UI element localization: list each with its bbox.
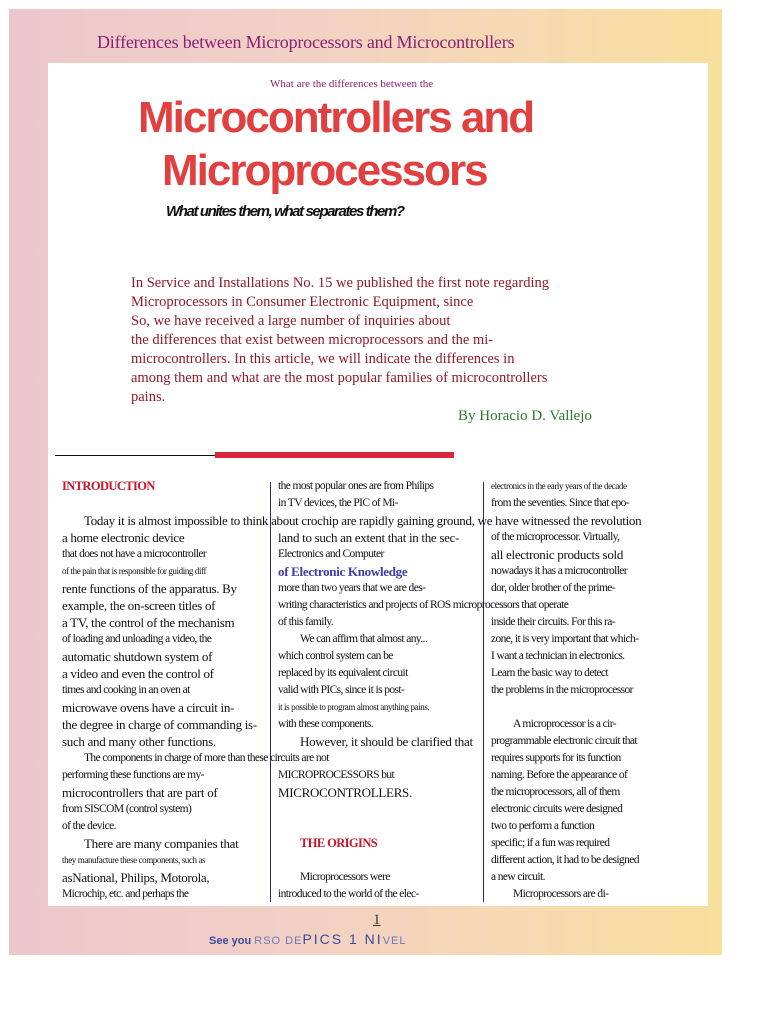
divider-rule xyxy=(55,455,215,456)
column-line xyxy=(491,597,639,614)
column-line: of the pain that is responsible for guiding diff xyxy=(62,566,207,576)
column-line: automatic shutdown system of xyxy=(62,649,213,664)
column-line: with these components. xyxy=(278,718,374,730)
column-line: rente functions of the apparatus. By xyxy=(62,581,237,596)
accent-rule xyxy=(215,452,454,458)
column-line: the microprocessors, all of them xyxy=(491,786,620,798)
column-line: Today it is almost impossible to think about crochip are rapidly gaining ground, we have witnessed the revolution xyxy=(84,513,642,528)
column-line: a video and even the control of xyxy=(62,666,214,681)
column-line: requires supports for its function xyxy=(491,752,621,764)
column-line: two to perform a function xyxy=(491,820,595,832)
footer-text xyxy=(209,931,406,947)
intro-line: Microprocessors in Consumer Electronic Equipment, since xyxy=(131,294,474,310)
intro-line: In Service and Installations No. 15 we published the first note regarding xyxy=(131,275,549,291)
column-line: The components in charge of more than these circuits are not xyxy=(84,752,329,764)
column-line: dor, older brother of the prime- xyxy=(491,582,616,594)
column-line xyxy=(491,699,639,716)
column-line: Electronics and Computer xyxy=(278,548,384,560)
article-subtitle: What unites them, what separates them? xyxy=(166,203,404,220)
column-line: in TV devices, the PIC of Mi- xyxy=(278,497,398,509)
column-line: the degree in charge of commanding is- xyxy=(62,717,257,732)
column-line: from SISCOM (control system) xyxy=(62,803,192,815)
header-title: Differences between Microprocessors and Microcontrollers xyxy=(97,32,515,52)
column-line: such and many other functions. xyxy=(62,734,216,749)
column-line: asNational, Philips, Motorola, xyxy=(62,870,210,885)
column-line: MICROPROCESSORS but xyxy=(278,769,395,781)
column-line: naming. Before the appearance of xyxy=(491,769,628,781)
footer-part: VEL xyxy=(382,935,407,947)
column-line: a TV, the control of the mechanism xyxy=(62,615,235,630)
column-line: of Electronic Knowledge xyxy=(278,564,408,579)
column-line: microwave ovens have a circuit in- xyxy=(62,700,235,715)
byline: By Horacio D. Vallejo xyxy=(458,408,592,424)
article-kicker: What are the differences between the xyxy=(270,78,434,90)
column-line: Microprocessors are di- xyxy=(513,888,609,900)
column-line: I want a technician in electronics. xyxy=(491,650,625,662)
column-line: introduced to the world of the elec- xyxy=(278,888,419,900)
intro-line: pains. xyxy=(131,389,166,405)
footer-part: See you xyxy=(209,935,252,947)
footer-part: PICS 1 NI xyxy=(302,931,383,947)
column-line: There are many companies that xyxy=(84,836,239,851)
column-line: of the microprocessor. Virtually, xyxy=(491,531,620,543)
column-line: zone, it is very important that which- xyxy=(491,633,639,645)
column-line: the most popular ones are from Philips xyxy=(278,480,434,492)
column-line: of loading and unloading a video, the xyxy=(62,633,212,645)
intro-line: among them and what are the most popular families of microcontrollers xyxy=(131,370,548,386)
column-line xyxy=(491,512,639,529)
column-line: from the seventies. Since that epo- xyxy=(491,497,630,509)
page-number: 1 xyxy=(373,912,381,928)
column-line: A microprocessor is a cir- xyxy=(513,718,616,730)
column-line: a new circuit. xyxy=(491,871,545,883)
column-line: valid with PICs, since it is post- xyxy=(278,684,405,696)
section-heading: THE ORIGINS xyxy=(300,836,378,850)
column-line: replaced by its equivalent circuit xyxy=(278,667,408,679)
column-line: a home electronic device xyxy=(62,530,185,545)
column-line: performing these functions are my- xyxy=(62,769,204,781)
column-line: Learn the basic way to detect xyxy=(491,667,609,679)
column-line: that does not have a microcontroller xyxy=(62,548,207,560)
column-line: land to such an extent that in the sec- xyxy=(278,530,460,545)
column-line: more than two years that we are des- xyxy=(278,582,426,594)
intro-line: microcontrollers. In this article, we will indicate the differences in xyxy=(131,351,515,367)
column-line: microcontrollers that are part of xyxy=(62,785,218,800)
column-line: programmable electronic circuit that xyxy=(491,735,638,747)
intro-paragraph xyxy=(131,274,631,407)
column-line: they manufacture these components, such as xyxy=(62,855,206,865)
column-line: of the device. xyxy=(62,820,116,832)
column-line: electronics in the early years of the decade xyxy=(491,481,627,491)
column-line: specific; if a fun was required xyxy=(491,837,610,849)
column-line: writing characteristics and projects of ROS microprocessors that operate xyxy=(278,599,569,611)
column-line: However, it should be clarified that xyxy=(300,734,473,749)
column-3 xyxy=(491,478,639,903)
column-line: MICROCONTROLLERS. xyxy=(278,785,412,800)
section-heading: INTRODUCTION xyxy=(62,479,155,493)
column-line: Microprocessors were xyxy=(300,871,390,883)
column-line: nowadays it has a microcontroller xyxy=(491,565,628,577)
column-line: the problems in the microprocessor xyxy=(491,684,633,696)
column-line: all electronic products sold xyxy=(491,547,624,562)
column-line: We can affirm that almost any... xyxy=(300,633,428,645)
footer-part: RSO DE xyxy=(254,935,303,947)
column-line: inside their circuits. For this ra- xyxy=(491,616,615,628)
column-line: Microchip, etc. and perhaps the xyxy=(62,888,189,900)
intro-line: the differences that exist between microprocessors and the mi- xyxy=(131,332,494,348)
column-line: of this family. xyxy=(278,616,334,628)
column-line: different action, it had to be designed xyxy=(491,854,639,866)
column-line: it is possible to program almost anything pains. xyxy=(278,702,430,712)
article-title-line1: Microcontrollers and xyxy=(138,93,534,142)
intro-line: So, we have received a large number of inquiries about xyxy=(131,313,451,329)
column-line: times and cooking in an oven at xyxy=(62,684,190,696)
column-line: electronic circuits were designed xyxy=(491,803,623,815)
column-line: which control system can be xyxy=(278,650,393,662)
article-title-line2: Microprocessors xyxy=(162,146,487,195)
column-line: example, the on-screen titles of xyxy=(62,598,216,613)
